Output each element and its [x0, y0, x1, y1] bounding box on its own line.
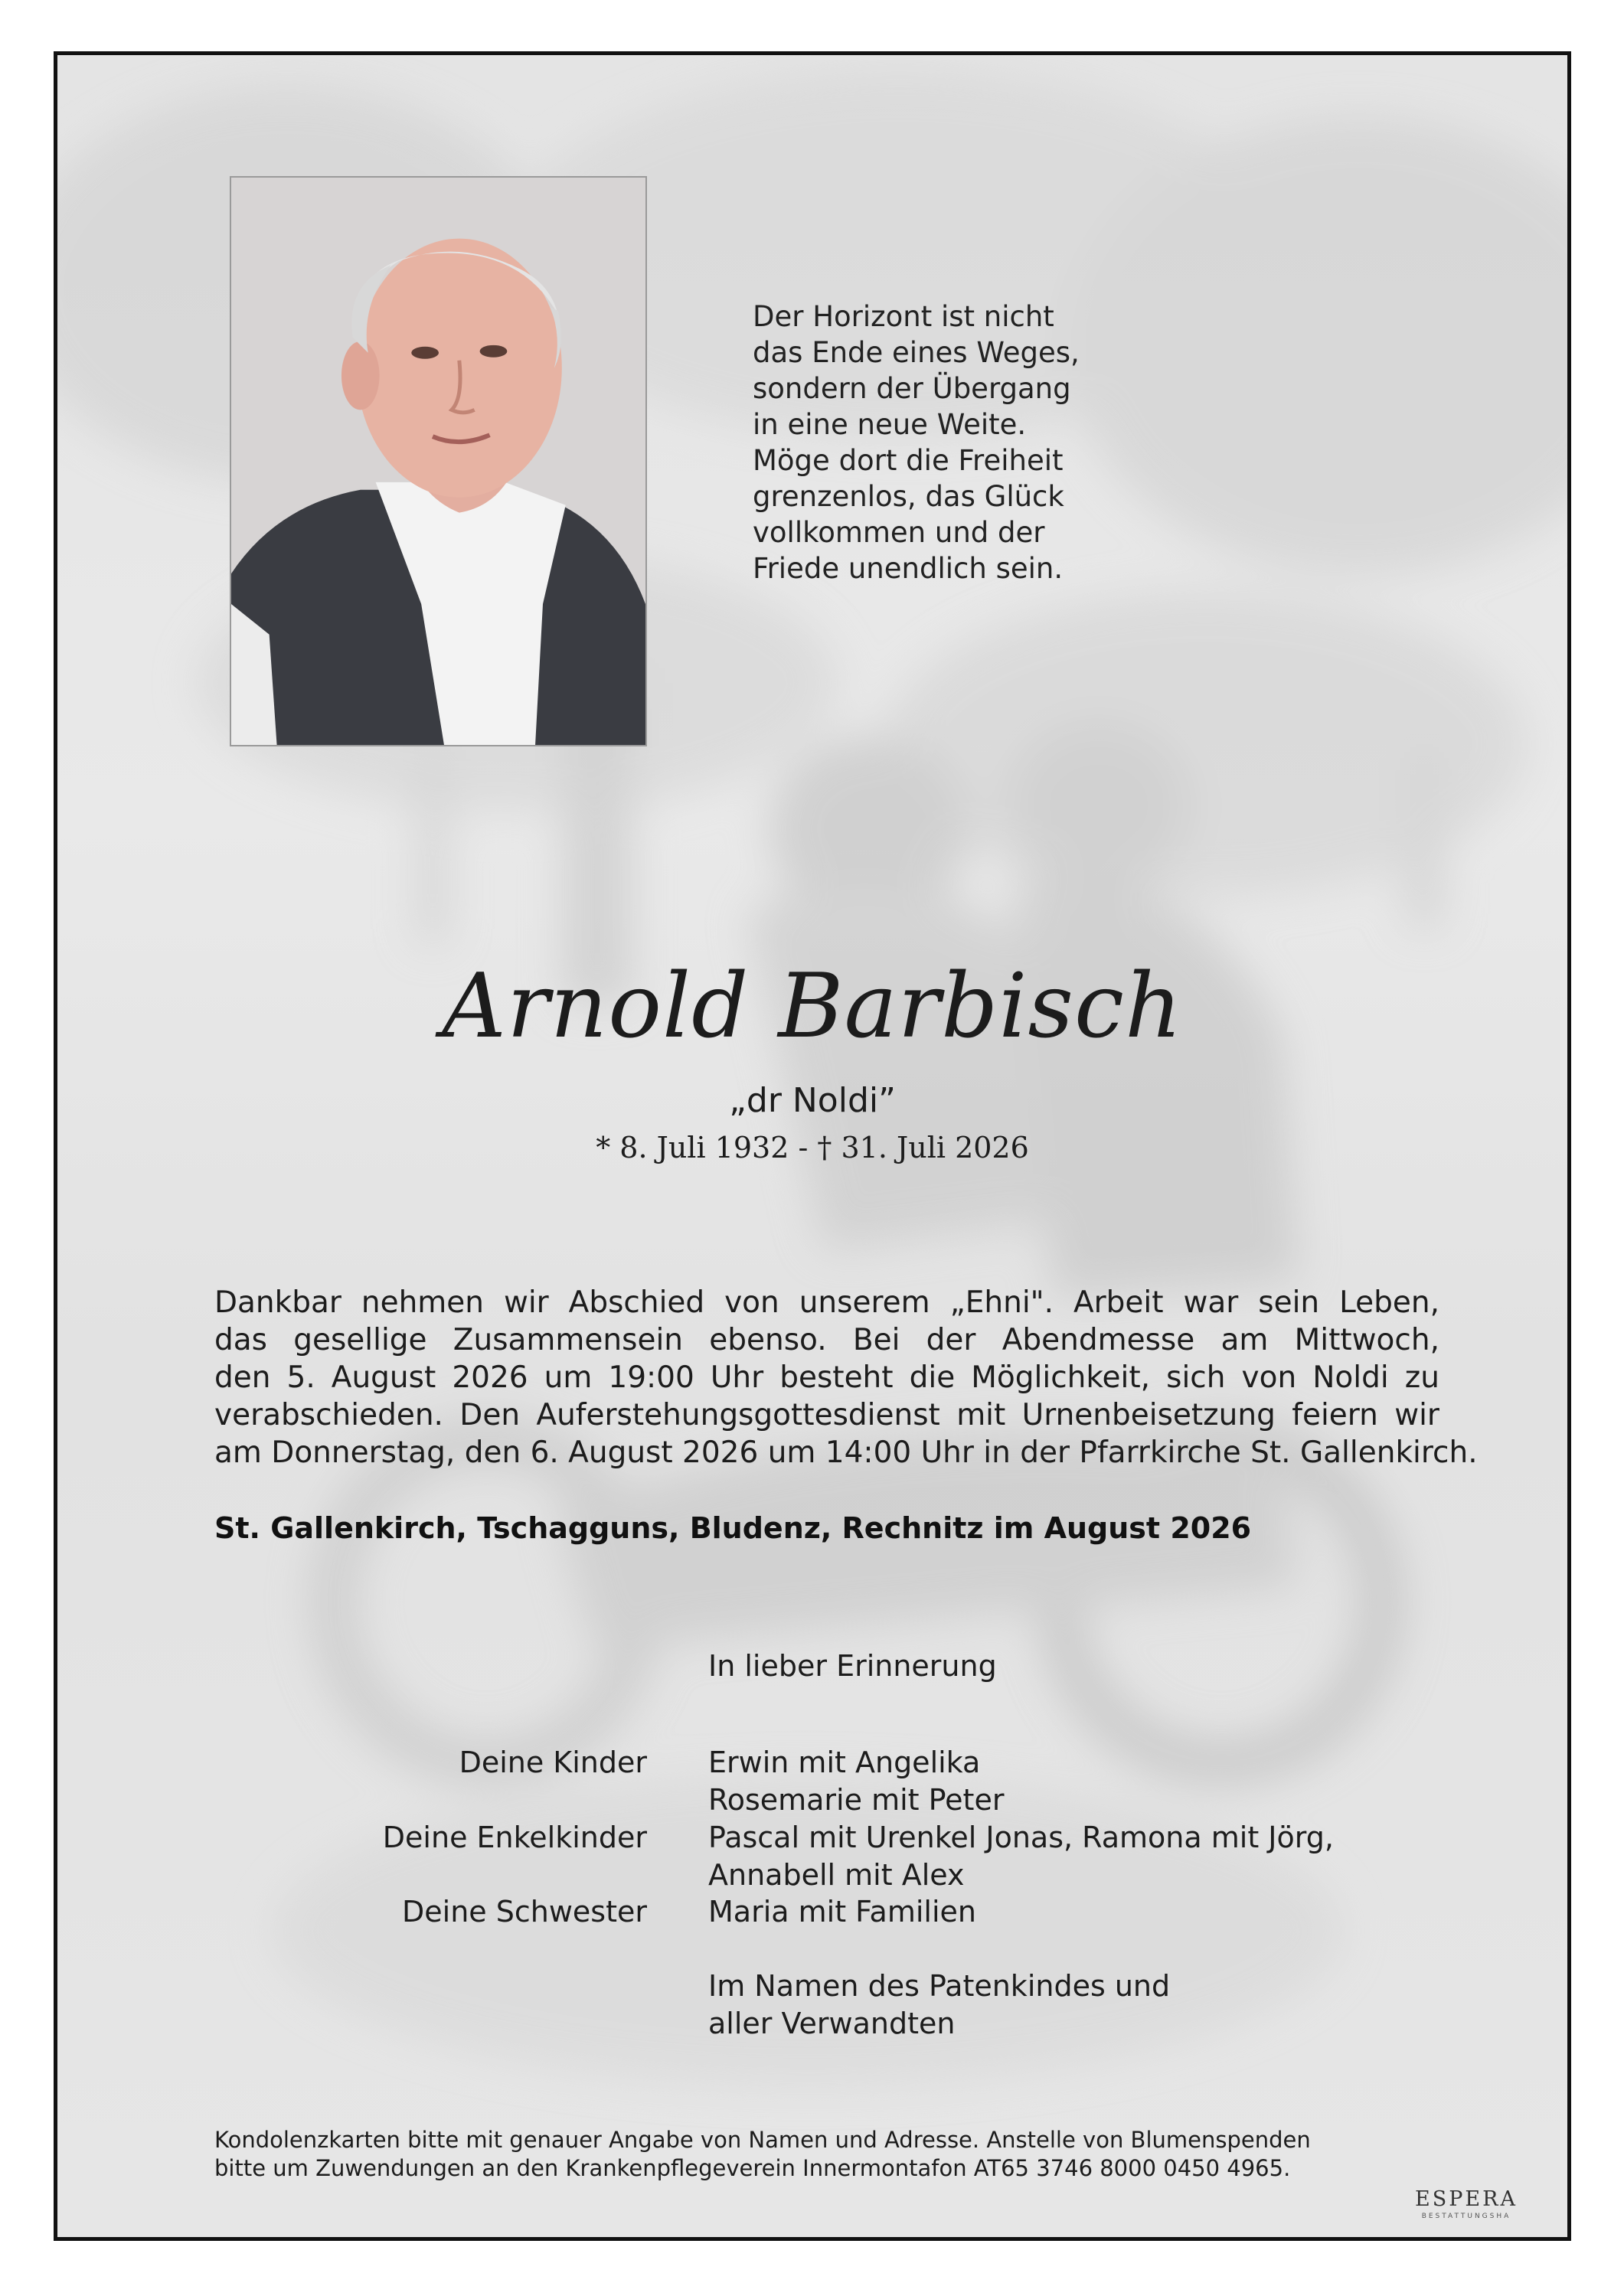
- closing-line: Im Namen des Patenkindes und: [708, 1969, 1171, 2003]
- poem-line: das Ende eines Weges,: [753, 336, 1080, 369]
- poem-line: in eine neue Weite.: [753, 408, 1027, 441]
- footnote-line: bitte um Zuwendungen an den Krankenpflegeverein Innermontafon AT65 3746 8000 0450 4965.: [214, 2155, 1291, 2181]
- poem-line: Friede unendlich sein.: [753, 552, 1064, 585]
- place-and-date: St. Gallenkirch, Tschagguns, Bludenz, Rechnitz im August 2026: [214, 1511, 1252, 1545]
- brand-subtitle: BESTATTUNGSHA: [1421, 2213, 1511, 2220]
- mourner-name: Maria mit Familien: [708, 1895, 976, 1929]
- announcement-line: Dankbar nehmen wir Abschied von unserem „Ehni". Arbeit war sein Leben,: [214, 1285, 1439, 1320]
- poem-line: sondern der Übergang: [753, 372, 1071, 405]
- memory-heading: In lieber Erinnerung: [708, 1649, 997, 1683]
- poem-line: grenzenlos, das Glück: [753, 480, 1064, 513]
- brand-name: ESPERA: [1415, 2187, 1518, 2211]
- mourner-group-label: Deine Enkelkinder: [382, 1821, 647, 1854]
- poem: [753, 299, 1212, 586]
- mourner-name: Rosemarie mit Peter: [708, 1783, 1005, 1817]
- announcement-line: den 5. August 2026 um 19:00 Uhr besteht die Möglichkeit, sich von Noldi zu: [214, 1360, 1439, 1395]
- announcement-line: am Donnerstag, den 6. August 2026 um 14:00 Uhr in der Pfarrkirche St. Gallenkirch.: [214, 1435, 1478, 1470]
- obituary-frame: [54, 51, 1571, 2241]
- portrait-photo: [230, 176, 647, 746]
- poem-line: Möge dort die Freiheit: [753, 444, 1064, 477]
- footnote-line: Kondolenzkarten bitte mit genauer Angabe von Namen und Adresse. Anstelle von Blumenspenden: [214, 2127, 1311, 2153]
- mourner-name: Pascal mit Urenkel Jonas, Ramona mit Jörg,: [708, 1821, 1334, 1854]
- announcement-line: verabschieden. Den Auferstehungsgottesdienst mit Urnenbeisetzung feiern wir: [214, 1398, 1439, 1432]
- poem-line: Der Horizont ist nicht: [753, 300, 1054, 333]
- deceased-name: Arnold Barbisch: [442, 955, 1183, 1058]
- announcement-line: das gesellige Zusammensein ebenso. Bei der Abendmesse am Mittwoch,: [214, 1323, 1439, 1357]
- mourner-group-label: Deine Schwester: [402, 1895, 647, 1929]
- mourner-group-label: Deine Kinder: [459, 1746, 647, 1779]
- funeral-home-logo: [1390, 2187, 1543, 2220]
- mourner-name: Annabell mit Alex: [708, 1858, 965, 1892]
- deceased-nickname: „dr Noldi”: [729, 1081, 896, 1120]
- closing-line: aller Verwandten: [708, 2007, 956, 2040]
- footnote: [214, 2126, 1311, 2183]
- poem-line: vollkommen und der: [753, 516, 1045, 549]
- announcement-text: [214, 1284, 1478, 1471]
- mourner-name: Erwin mit Angelika: [708, 1746, 981, 1779]
- life-dates: * 8. Juli 1932 - † 31. Juli 2026: [596, 1131, 1029, 1164]
